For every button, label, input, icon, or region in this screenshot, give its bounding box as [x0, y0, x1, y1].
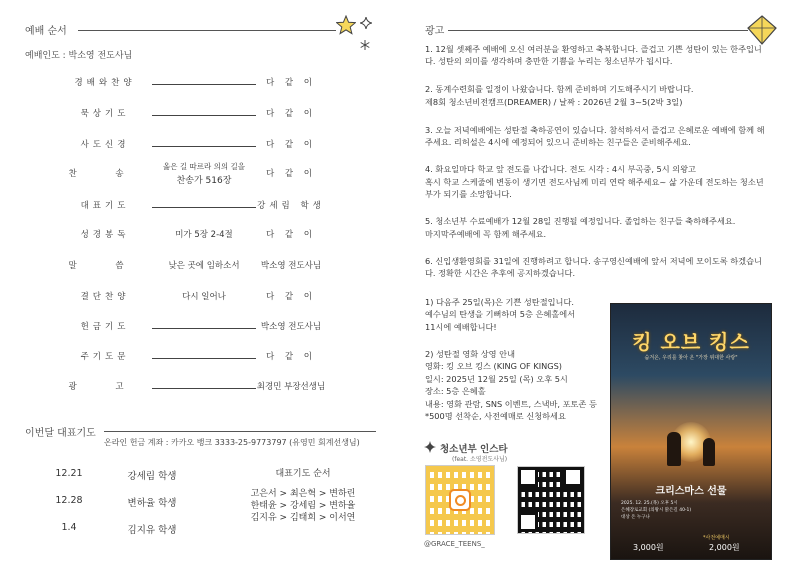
figure-silhouette — [667, 432, 681, 466]
poster-info — [621, 500, 761, 521]
order-label: 찬 송 — [68, 169, 142, 179]
prayer-date: 12.28 — [55, 495, 83, 506]
movie-line: 장소: 5층 은혜홀 — [425, 386, 486, 397]
prayer-date: 12.21 — [55, 468, 83, 479]
qr-finder — [518, 512, 538, 532]
worship-order-row — [0, 162, 400, 186]
order-content: 미가 5장 2-4절 — [175, 230, 233, 240]
christmas-line: 11시에 예배합니다! — [425, 321, 497, 332]
prayer-name: 변하율 학생 — [127, 498, 177, 509]
order-blank-line — [152, 84, 256, 85]
worship-order-row — [0, 228, 400, 246]
prayer-order-lines — [238, 488, 368, 524]
qr-finder — [563, 467, 583, 487]
notice-divider — [448, 30, 748, 31]
poster-price-label: *사전예매시 — [703, 535, 730, 541]
order-label: 묵상기도 — [80, 109, 130, 119]
movie-line: 2) 성탄절 영화 상영 안내 — [425, 349, 515, 359]
poster-info-line: 2025. 12. 25.(목) 오후 5시 — [621, 501, 678, 506]
prayer-title: 이번달 대표기도 — [25, 428, 96, 439]
poster-gift-label: 크리스마스 선물 — [655, 486, 727, 497]
order-label: 말 씀 — [68, 261, 142, 271]
worship-order-title: 예배 순서 — [25, 26, 67, 37]
list-item — [0, 468, 400, 486]
list-item — [0, 522, 400, 540]
prayer-divider — [104, 431, 376, 432]
prayer-order-line: 김지유 > 김태희 > 이서연 — [250, 513, 356, 523]
poster-price: 3,000원 — [633, 543, 664, 552]
movie-line: 내용: 영화 관람, SNS 이벤트, 스낵바, 포토존 등 — [425, 398, 597, 409]
order-leader: 최경민 부장선생님 — [256, 382, 326, 392]
order-content-hymn: 찬송가 516장 — [176, 176, 232, 186]
order-leader: 강세림 학생 — [257, 201, 325, 211]
prayer-date: 1.4 — [61, 522, 77, 533]
notice-item: 1. 12월 셋째주 예배에 오신 여러분을 환영하고 축복합니다. 즐겁고 기쁜 성탄이 있는 한주입니다. 성탄의 의미를 생각하며 충만한 기쁨을 누리는 청소년부가 됩시다. — [425, 44, 762, 67]
notice-item: 5. 청소년부 수료예배가 12월 28일 진행될 예정입니다. 졸업하는 친구들 축하해주세요. — [425, 216, 736, 226]
order-label: 경배와찬양 — [74, 78, 136, 88]
order-blank-line — [152, 146, 256, 147]
prayer-name: 강세림 학생 — [127, 471, 177, 482]
order-blank-line — [152, 328, 256, 329]
worship-order-row — [0, 320, 400, 338]
figure-silhouette — [703, 438, 715, 466]
worship-order-row — [0, 107, 400, 125]
notice-item: 4. 화요일마다 학교 앞 전도를 나갑니다. 전도 시각 : 4시 부곡중, 5시 의왕고 — [425, 164, 696, 174]
movie-notice — [425, 348, 607, 422]
sparkle-icon — [424, 441, 436, 453]
order-content: 다시 일어나 — [182, 292, 226, 302]
order-content: 낮은 곳에 임하소서 — [168, 261, 240, 271]
order-leader: 박소영 전도사님 — [260, 322, 322, 332]
worship-order-row — [0, 76, 400, 94]
order-blank-line — [152, 115, 256, 116]
order-leader: 다 같 이 — [265, 109, 317, 119]
order-label: 사도신경 — [80, 140, 130, 150]
prayer-order-line: 한태윤 > 강세림 > 변하율 — [250, 501, 356, 511]
notice-item: 6. 신입생환영회를 31일에 진행하려고 합니다. 송구영신예배에 앞서 저녁에 모이도록 하겠습니다. 정확한 시간은 추후에 공지하겠습니다. — [425, 256, 762, 279]
notice-title: 광고 — [425, 26, 445, 37]
order-leader: 다 같 이 — [265, 292, 317, 302]
christmas-line: 예수님의 탄생을 기뻐하며 5층 은혜홀에서 — [425, 309, 576, 320]
order-content: 옳은 길 따르라 의의 길을 — [163, 162, 245, 171]
order-leader: 다 같 이 — [265, 352, 317, 362]
order-leader: 다 같 이 — [265, 230, 317, 240]
movie-line: 영화: 킹 오브 킹스 (KING OF KINGS) — [425, 361, 562, 372]
order-label: 헌금기도 — [80, 322, 130, 332]
qr-finder — [518, 467, 538, 487]
offering-account: 온라인 헌금 계좌 : 카카오 뱅크 3333-25-9773797 (유영민 회계선생님) — [104, 438, 360, 447]
order-leader: 박소영 전도사님 — [260, 261, 322, 271]
prayer-order-header: 대표기도 순서 — [275, 469, 331, 479]
star-icon — [336, 15, 356, 35]
order-label: 성경봉독 — [80, 230, 130, 240]
movie-line: *500명 선착순, 사전예매로 신청하세요 — [425, 411, 566, 422]
order-leader: 다 같 이 — [265, 140, 317, 150]
christmas-line: 1) 다음주 25일(목)은 기쁜 성탄절입니다. — [425, 297, 574, 307]
christmas-notice — [425, 296, 605, 333]
worship-order-row — [0, 350, 400, 368]
worship-order-row — [0, 290, 400, 308]
poster-price: 2,000원 — [709, 543, 740, 552]
worship-order-row — [0, 259, 400, 277]
poster-info-line: 대상 온 누구나 — [621, 515, 650, 520]
prayer-order-line: 고은서 > 최은혁 > 변하린 — [250, 489, 356, 499]
asterisk-icon — [360, 40, 370, 50]
insta-title: 청소년부 인스타 — [440, 444, 508, 455]
order-label: 결단찬양 — [80, 292, 130, 302]
order-blank-line — [152, 207, 256, 208]
order-label: 대표기도 — [80, 201, 130, 211]
instagram-icon — [449, 489, 471, 511]
order-label: 주기도문 — [80, 352, 130, 362]
notice-item: 3. 오늘 저녁예배에는 성탄절 축하공연이 있습니다. 참석하셔서 즐겁고 은혜로운 예배에 함께 해주세요. 리허설은 4시에 예정되어 있으니 준비하는 친구들은 준비해주세요. — [425, 125, 765, 148]
sparkle-icon — [360, 17, 372, 29]
poster-info-line: 은혜장로교회 (의왕시 맑은길 40-1) — [621, 508, 692, 513]
order-leader: 다 같 이 — [265, 78, 317, 88]
title-divider — [78, 30, 336, 31]
worship-order-row — [0, 138, 400, 156]
insta-handle: @GRACE_TEENS_ — [424, 540, 485, 548]
presider: 예배인도 : 박소영 전도사님 — [25, 51, 133, 61]
notice-item: 마지막주예배에 꼭 함께 해주세요. — [425, 229, 547, 239]
order-leader: 다 같 이 — [265, 169, 317, 179]
worship-order-row — [0, 199, 400, 217]
order-label: 광 고 — [68, 382, 142, 392]
worship-order-row — [0, 380, 400, 398]
movie-poster — [610, 303, 772, 560]
order-blank-line — [152, 388, 256, 389]
prayer-name: 김지유 학생 — [127, 525, 177, 536]
notice-item: 제8회 청소년비전캠프(DREAMER) / 날짜 : 2026년 2월 3~5(2박 3일) — [425, 97, 683, 107]
notice-item: 2. 동계수련회를 일정이 나왔습니다. 함께 준비하며 기도해주시기 바랍니다. — [425, 84, 694, 94]
notice-item: 혹시 학교 스케줄에 변동이 생기면 전도사님께 미리 연락 해주세요~ 삶 가운데 전도하는 청소년부가 되기를 소망합니다. — [425, 177, 764, 200]
order-blank-line — [152, 358, 256, 359]
movie-line: 일시: 2025년 12월 25일 (목) 오후 5시 — [425, 373, 568, 384]
poster-subtitle: 숨겨온, 우리를 찾아 온 "가장 위대한 사랑" — [644, 355, 738, 361]
insta-subtitle: (feat. 소영전도사님) — [452, 456, 508, 463]
poster-title: 킹 오브 킹스 — [632, 330, 750, 354]
